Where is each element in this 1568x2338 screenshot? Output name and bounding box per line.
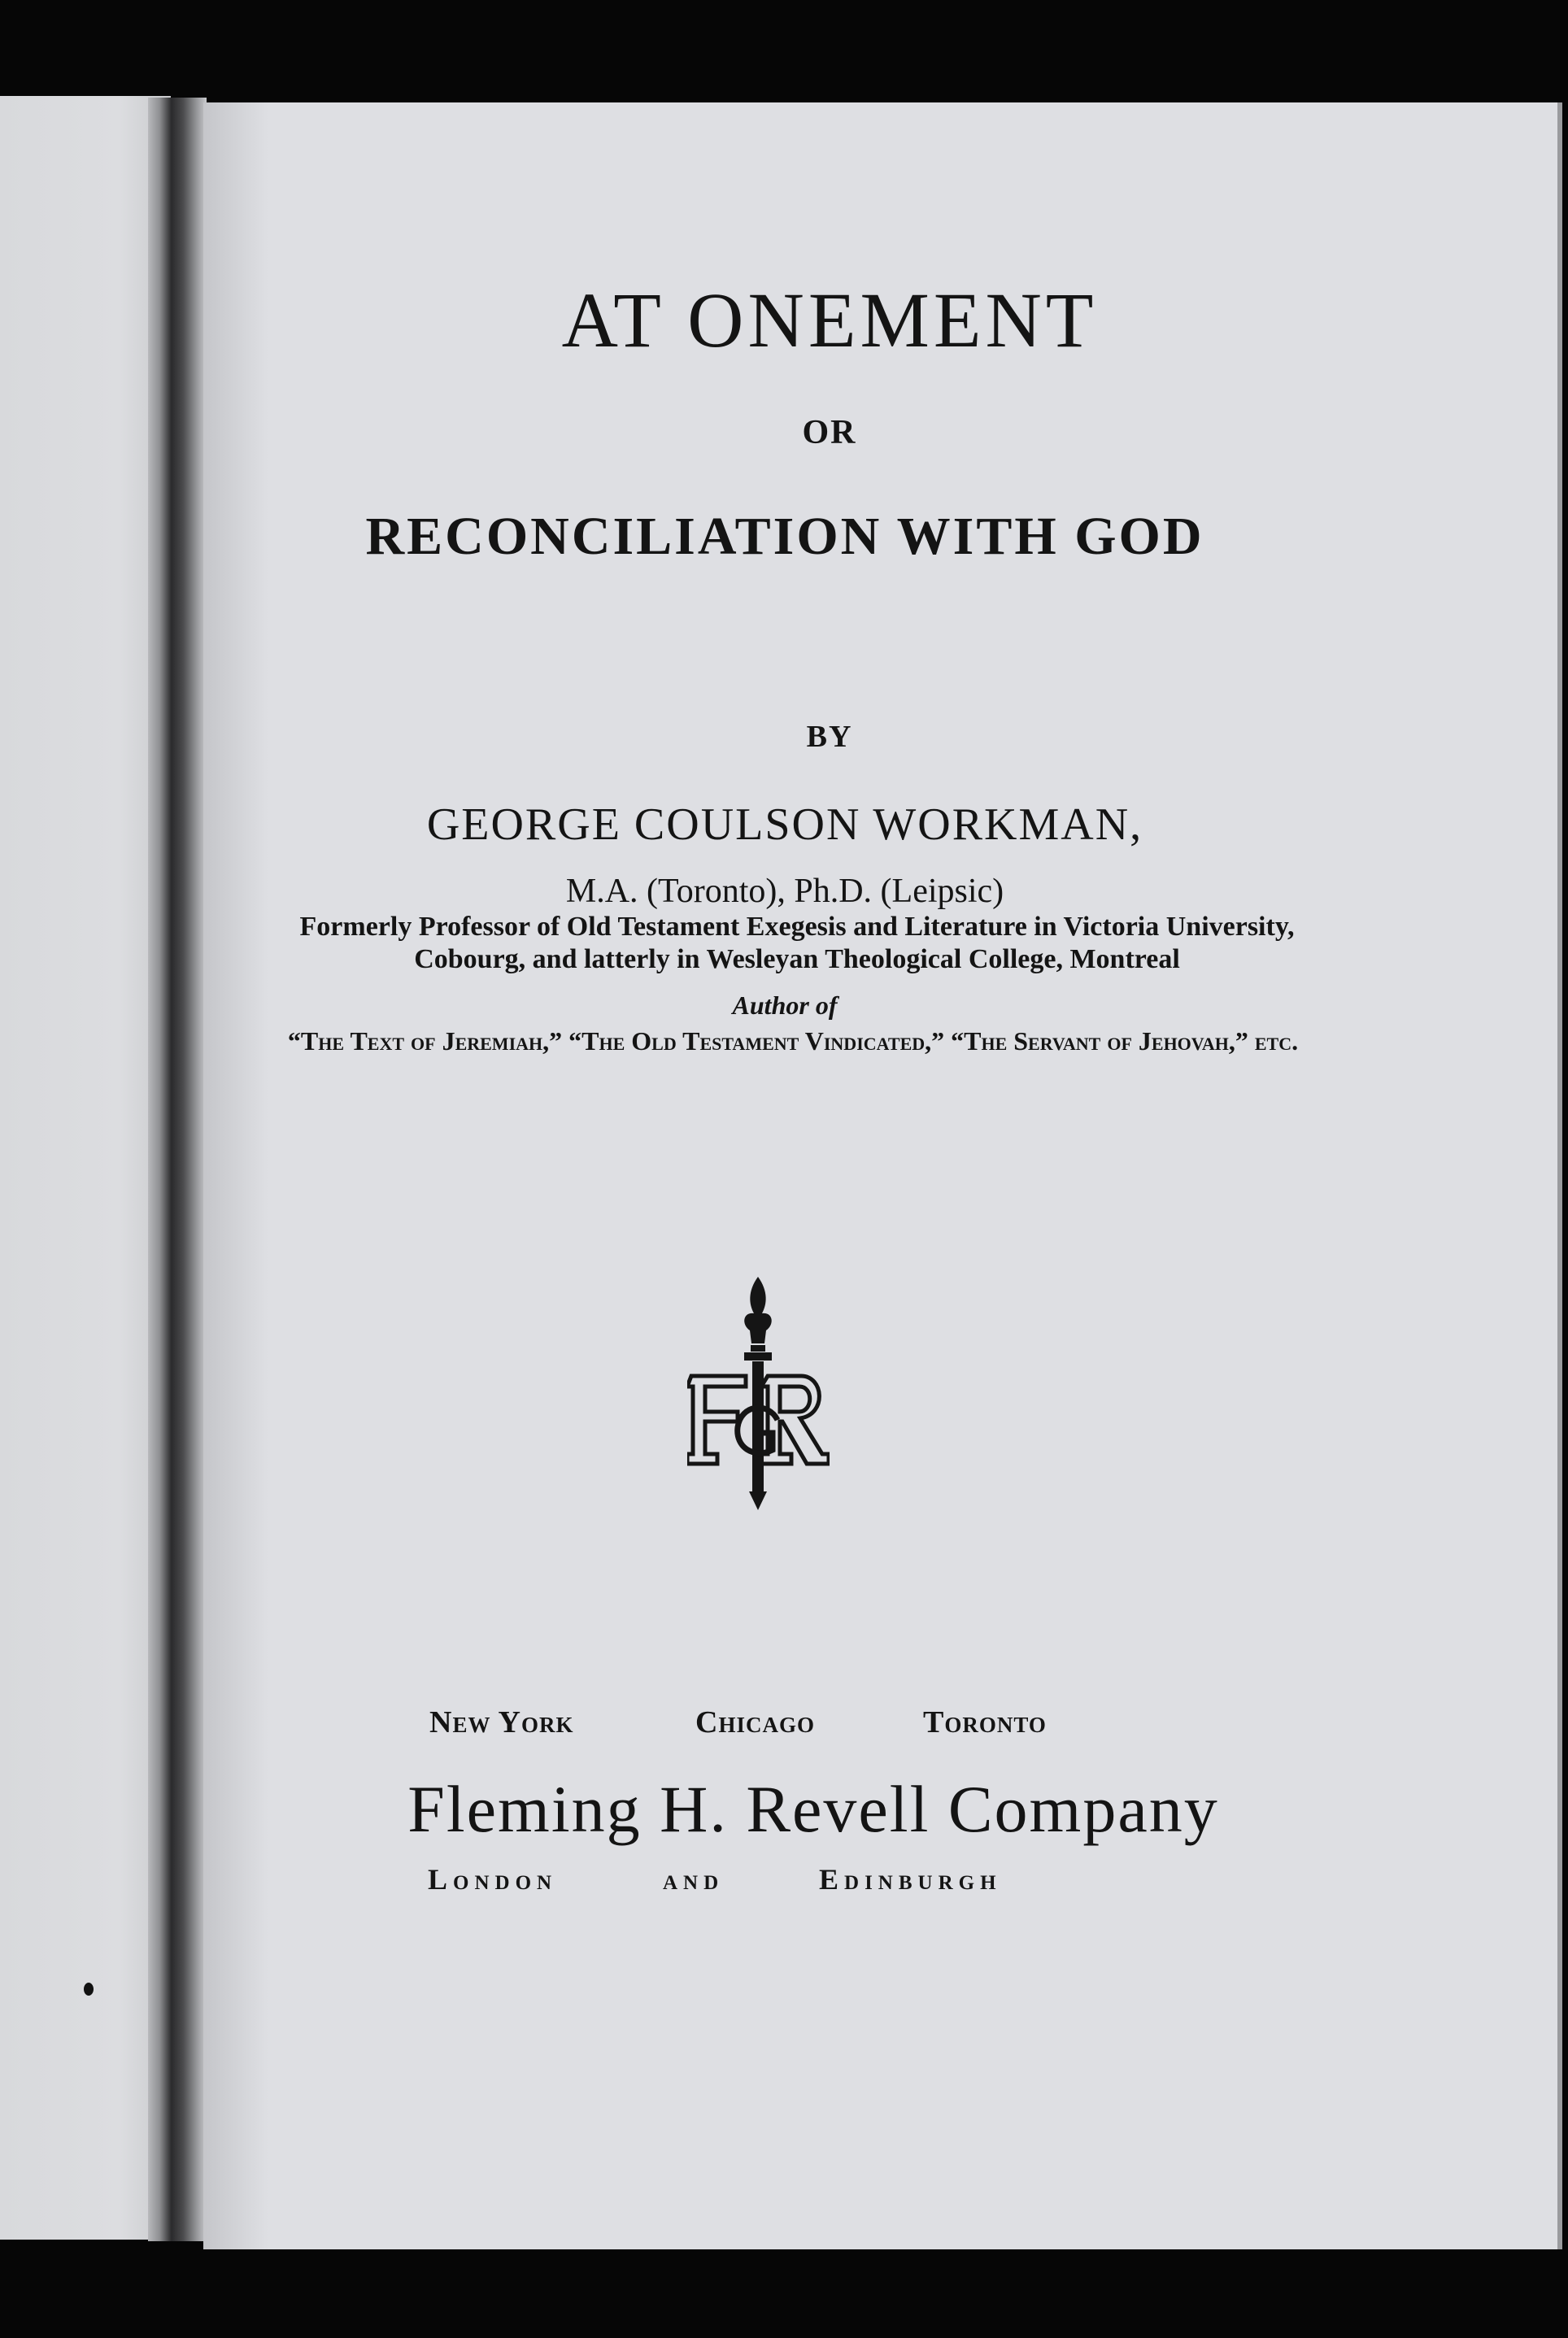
title-connector: OR [802, 414, 857, 451]
book-subtitle: RECONCILIATION WITH GOD [365, 507, 1204, 566]
book-title: AT ONEMENT [561, 276, 1098, 364]
publisher-name: Fleming H. Revell Company [407, 1772, 1219, 1846]
author-of-label: Author of [732, 990, 838, 1020]
imprint-conjunction: and [663, 1863, 725, 1896]
imprint-place: Edinburgh [819, 1863, 1002, 1896]
imprint-place: London [428, 1863, 558, 1896]
torch-monogram-icon [687, 1277, 830, 1513]
left-page-edge [0, 96, 171, 2240]
author-name: GEORGE COULSON WORKMAN, [426, 799, 1143, 850]
imprint-city: New York [429, 1705, 574, 1739]
imprint-city: Chicago [695, 1705, 815, 1739]
imprint-city: Toronto [923, 1705, 1047, 1739]
book-gutter [148, 98, 207, 2241]
author-degrees: M.A. (Toronto), Ph.D. (Leipsic) [565, 873, 1004, 910]
author-affiliation: Formerly Professor of Old Testament Exegesis and Literature in Victoria University, Cobourg, and latterly in Wesleyan Theological College, Montreal [299, 912, 1295, 974]
other-works: “The Text of Jeremiah,” “The Old Testament Vindicated,” “The Servant of Jehovah,” etc. [287, 1026, 1299, 1056]
scan-speck [84, 1983, 94, 1996]
by-label: BY [806, 720, 853, 754]
